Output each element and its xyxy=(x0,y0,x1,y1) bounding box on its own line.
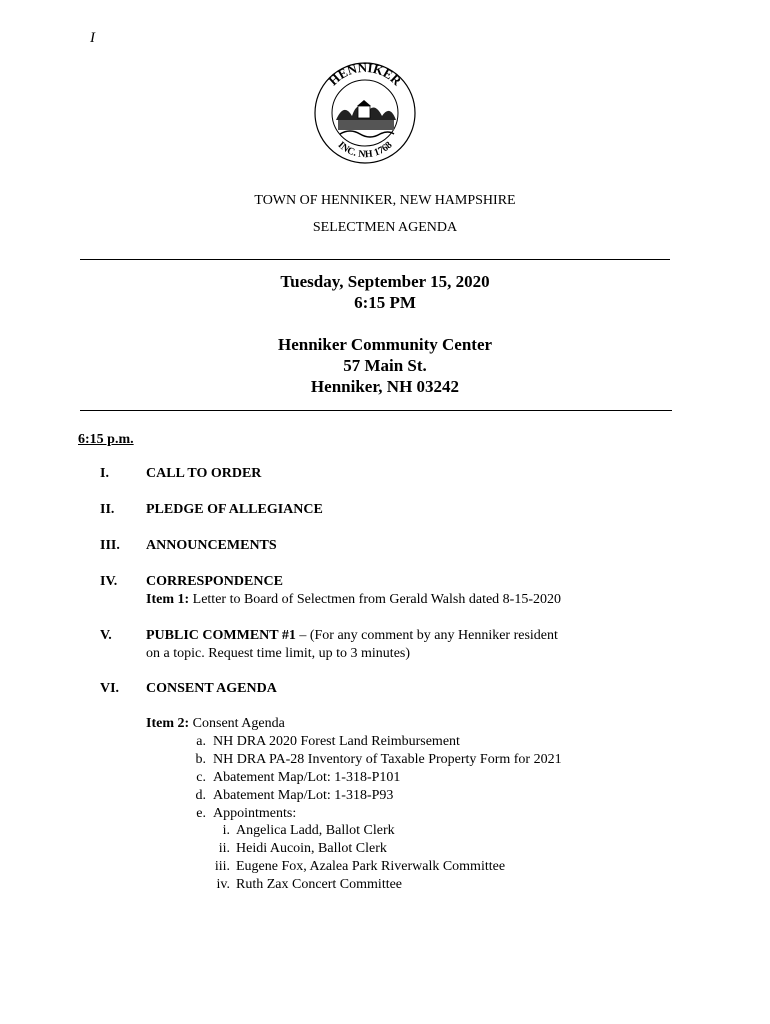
agenda-item-title: ANNOUNCEMENTS xyxy=(146,538,277,553)
agenda-type: SELECTMEN AGENDA xyxy=(312,220,458,235)
divider-top xyxy=(80,259,670,260)
item-label: Item 1: xyxy=(146,592,190,607)
svg-text:HENNIKER: HENNIKER xyxy=(325,59,405,89)
list-item-letter: d. xyxy=(195,788,206,803)
agenda-item-title: PLEDGE OF ALLEGIANCE xyxy=(146,502,323,517)
list-item: Eugene Fox, Azalea Park Riverwalk Committee xyxy=(236,859,506,874)
agenda-item-number: V. xyxy=(100,628,112,643)
meeting-street: 57 Main St. xyxy=(343,356,427,375)
list-item-letter: e. xyxy=(196,806,206,821)
list-item-numeral: iii. xyxy=(214,859,230,874)
meeting-venue: Henniker Community Center xyxy=(277,335,493,354)
agenda-item-title: CORRESPONDENCE xyxy=(146,574,283,589)
corner-mark: I xyxy=(90,30,95,46)
list-item: Heidi Aucoin, Ballot Clerk xyxy=(236,841,387,856)
correspondence-item xyxy=(146,592,561,608)
consent-item xyxy=(146,716,285,732)
list-item: Appointments: xyxy=(213,806,297,821)
agenda-item-number: VI. xyxy=(100,681,120,696)
agenda-item-number: II. xyxy=(100,502,115,517)
town-name: TOWN OF HENNIKER, NEW HAMPSHIRE xyxy=(254,193,516,208)
meeting-time: 6:15 PM xyxy=(354,293,416,312)
item-text: Letter to Board of Selectmen from Gerald Walsh dated 8-15-2020 xyxy=(189,592,561,607)
agenda-time-heading: 6:15 p.m. xyxy=(78,432,134,447)
public-comment-note: – (For any comment by any Henniker resident xyxy=(295,628,558,643)
meeting-city: Henniker, NH 03242 xyxy=(310,377,460,396)
list-item: Abatement Map/Lot: 1-318-P93 xyxy=(213,788,394,803)
agenda-item-number: I. xyxy=(100,466,109,481)
agenda-item-number: IV. xyxy=(100,574,118,589)
item-text: Consent Agenda xyxy=(189,716,285,731)
list-item-letter: a. xyxy=(196,734,206,749)
list-item-numeral: i. xyxy=(222,823,230,838)
meeting-date: Tuesday, September 15, 2020 xyxy=(280,272,490,291)
item-label: Item 2: xyxy=(146,716,190,731)
town-seal-logo xyxy=(310,58,420,168)
divider-bottom xyxy=(80,410,672,411)
list-item: Angelica Ladd, Ballot Clerk xyxy=(236,823,395,838)
list-item: NH DRA 2020 Forest Land Reimbursement xyxy=(213,734,460,749)
svg-text:INC. NH 1768: INC. NH 1768 xyxy=(335,139,395,161)
agenda-item-number: III. xyxy=(100,538,120,553)
public-comment-note-cont: on a topic. Request time limit, up to 3 minutes) xyxy=(146,646,411,661)
list-item: Ruth Zax Concert Committee xyxy=(236,877,403,892)
list-item: NH DRA PA-28 Inventory of Taxable Property Form for 2021 xyxy=(213,752,562,767)
agenda-item-title: PUBLIC COMMENT #1 xyxy=(146,628,296,643)
list-item-numeral: iv. xyxy=(216,877,230,892)
agenda-item-title: CONSENT AGENDA xyxy=(146,681,277,696)
list-item-letter: c. xyxy=(196,770,206,785)
agenda-item-title: CALL TO ORDER xyxy=(146,466,262,481)
list-item-letter: b. xyxy=(195,752,206,767)
list-item-numeral: ii. xyxy=(218,841,230,856)
public-comment-line xyxy=(146,628,558,644)
list-item: Abatement Map/Lot: 1-318-P101 xyxy=(213,770,401,785)
